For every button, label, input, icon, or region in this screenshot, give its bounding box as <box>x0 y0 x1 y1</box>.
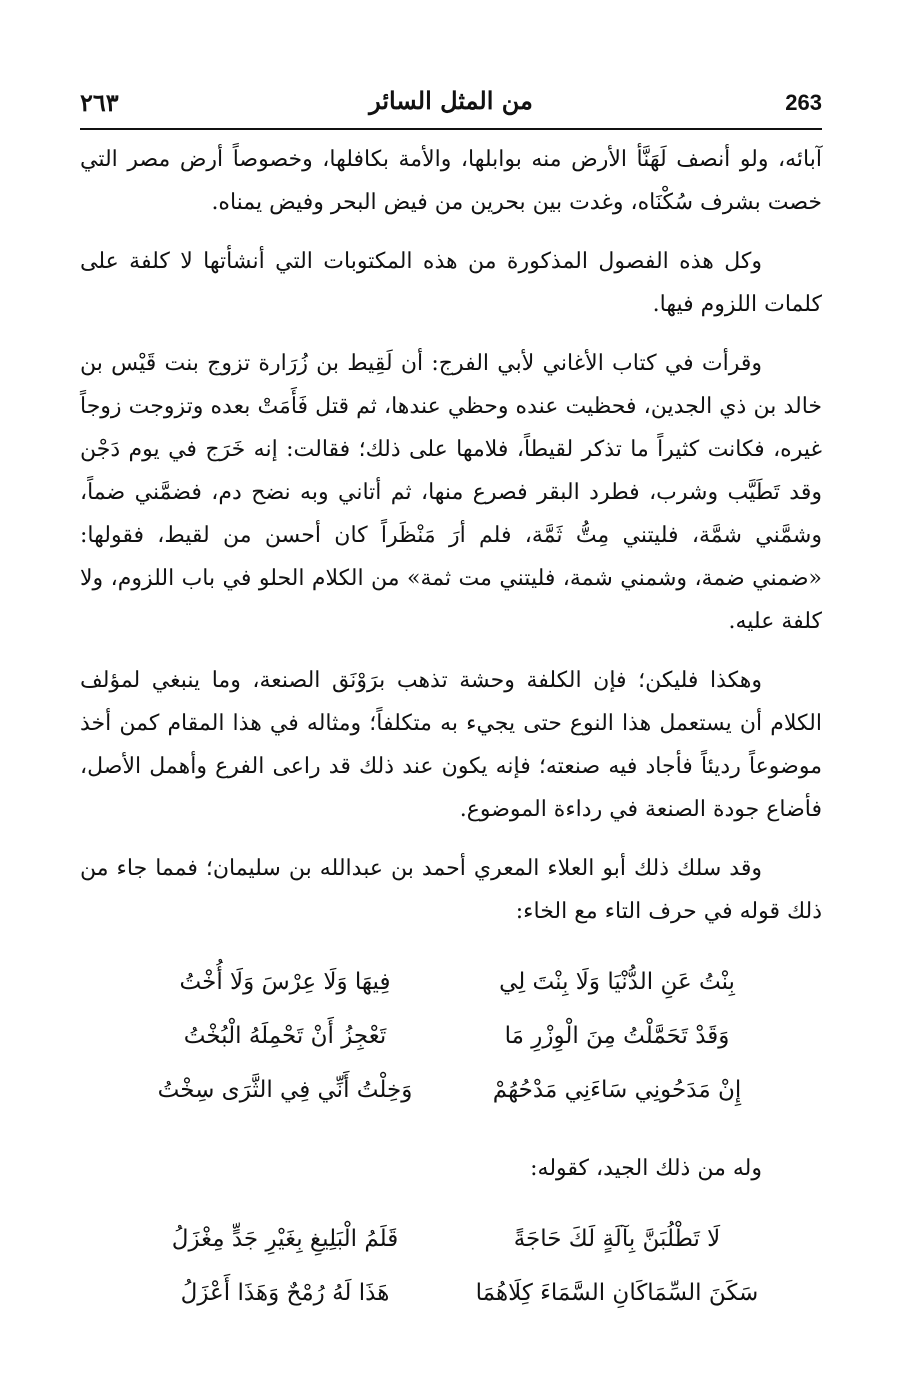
verse-line <box>80 1212 822 1266</box>
verse-line <box>80 955 822 1009</box>
paragraph: وقرأت في كتاب الأغاني لأبي الفرج: أن لَقِيط بن زُرَارة تزوج بنت قَيْس بن خالد بن ذي الجدين، فحظيت عنده وحظي عندها، ثم قتل فَأَمَتْ بعده وتزوجت زوجاً غيره، فكانت كثيراً ما تذكر لقيطاً، فلامها على ذلك؛ فقالت: إنه خَرَج في يوم دَجْن وقد تَطَيَّب وشرب، فطرد البقر فصرع منها، ثم أتاني وبه نضح دم، فضمَّني ضماً، وشمَّني شمَّة، فليتني مِتُّ ثَمَّة، فلم أرَ مَنْظَراً كان أحسن من لقيط، فقولها: «ضمني ضمة، وشمني شمة، فليتني مت ثمة» من الكلام الحلو في باب اللزوم، ولا كلفة عليه. <box>80 351 822 634</box>
first-hemistich: إِنْ مَدَحُونِي سَاءَنِي مَدْحُهُمْ <box>492 1077 742 1103</box>
poem-intro: وله من ذلك الجيد، كقوله: <box>530 1156 762 1181</box>
verse-line <box>80 1063 822 1117</box>
paragraph-continuation: آبائه، ولو أنصف لَهَنَّأ الأرض منه بوابلها، والأمة بكافلها، وخصوصاً أرض مصر التي خصت بشرف سُكْنَاه، وغدت بين بحرين من فيض البحر وفيض يمناه. <box>80 147 822 215</box>
first-hemistich: سَكَنَ السِّمَاكَانِ السَّمَاءَ كِلَاهُمَا <box>475 1280 759 1306</box>
poem-block <box>80 955 822 1117</box>
first-hemistich: بِنْتُ عَنِ الدُّنْيَا وَلَا بِنْتَ لِي <box>499 969 735 995</box>
paragraph: وقد سلك ذلك أبو العلاء المعري أحمد بن عبدالله بن سليمان؛ فمما جاء من ذلك قوله في حرف التاء مع الخاء: <box>80 856 822 924</box>
second-hemistich: تَعْجِزُ أَنْ تَحْمِلَهُ الْبُخْتُ <box>183 1023 387 1049</box>
second-hemistich: قَلَمُ الْبَلِيغِ بِغَيْرِ جَدٍّ مِغْزَلُ <box>171 1226 399 1252</box>
first-hemistich: لَا تَطْلُبَنَّ بِآلَةٍ لَكَ حَاجَةً <box>513 1226 721 1252</box>
running-title: من المثل السائر <box>369 86 533 115</box>
header-rule <box>80 128 822 130</box>
verse-line <box>80 1266 822 1320</box>
first-hemistich: وَقَدْ تَحَمَّلْتُ مِنَ الْوِزْرِ مَا <box>504 1023 730 1049</box>
second-hemistich: هَذَا لَهُ رُمْحٌ وَهَذَا أَعْزَلُ <box>180 1280 390 1306</box>
page-number-latin: 263 <box>785 90 822 115</box>
verse-line <box>80 1009 822 1063</box>
poem-block <box>80 1212 822 1320</box>
paragraph: وكل هذه الفصول المذكورة من هذه المكتوبات التي أنشأتها لا كلفة على كلمات اللزوم فيها. <box>80 249 822 317</box>
page-body <box>80 138 822 1350</box>
second-hemistich: وَخِلْتُ أَنِّي فِي الثَّرَى سِخْتُ <box>157 1077 413 1103</box>
page-header <box>80 84 822 124</box>
second-hemistich: فِيهَا وَلَا عِرْسَ وَلَا أُخْتُ <box>179 969 391 995</box>
page-number-arabic: ٢٦٣ <box>80 88 119 117</box>
paragraph: وهكذا فليكن؛ فإن الكلفة وحشة تذهب برَوْنَق الصنعة، وما ينبغي لمؤلف الكلام أن يستعمل هذا النوع حتى يجيء به متكلفاً؛ ومثاله في هذا المقام كمن أخذ موضوعاً رديئاً فأجاد فيه صنعته؛ فإنه يكون عند ذلك قد راعى الفرع وأهمل الأصل، فأضاع جودة الصنعة في رداءة الموضوع. <box>80 668 822 822</box>
